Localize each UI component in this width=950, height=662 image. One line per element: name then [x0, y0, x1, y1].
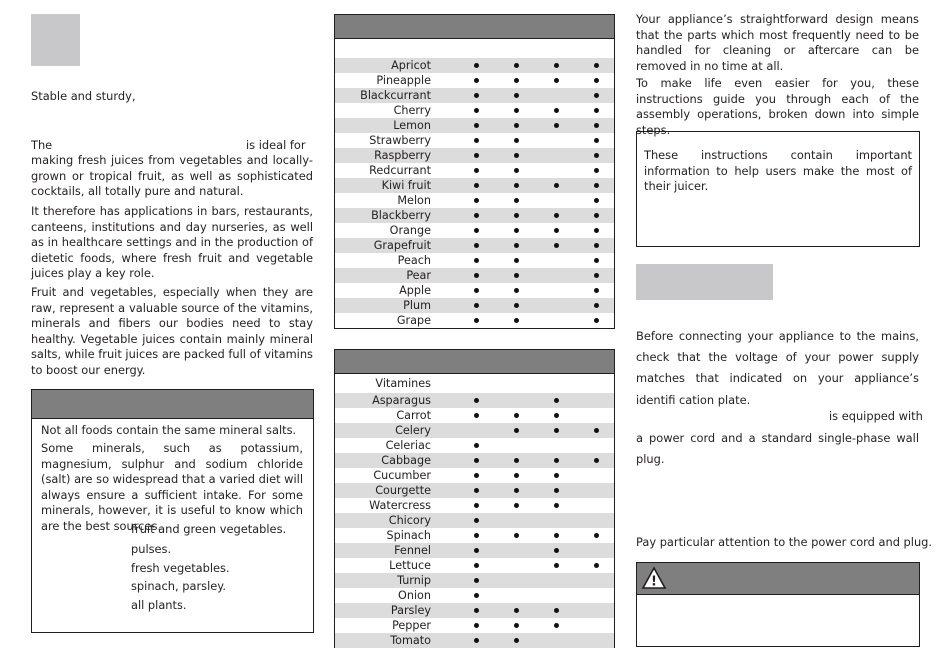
fruit-mark — [594, 63, 599, 68]
fruit-row — [335, 268, 614, 283]
fruit-name: Orange — [389, 224, 431, 237]
vegetable-row — [335, 393, 614, 408]
vegetable-mark — [514, 533, 519, 538]
fruit-mark — [594, 93, 599, 98]
fruit-mark — [474, 258, 479, 263]
fruit-row — [335, 193, 614, 208]
vegetable-row — [335, 573, 614, 588]
equipped-start: is equipped with — [829, 409, 923, 423]
vegetable-mark — [514, 638, 519, 643]
vegetable-mark — [514, 608, 519, 613]
fruit-mark — [474, 153, 479, 158]
fruit-mark — [594, 123, 599, 128]
fruit-name: Blackberry — [371, 209, 431, 222]
image-placeholder — [31, 14, 80, 66]
fruit-row — [335, 253, 614, 268]
vegetable-mark — [554, 458, 559, 463]
vegetable-row — [335, 408, 614, 423]
vegetable-mark — [554, 413, 559, 418]
vegetable-row — [335, 438, 614, 453]
vegetable-mark — [554, 398, 559, 403]
fruit-mark — [514, 288, 519, 293]
vegetable-mark — [474, 638, 479, 643]
warning-box — [636, 562, 920, 647]
fruit-row — [335, 73, 614, 88]
fruit-mark — [554, 228, 559, 233]
fruit-row — [335, 208, 614, 223]
vegetable-mark — [474, 473, 479, 478]
fruit-mark — [554, 123, 559, 128]
vegetable-mark — [554, 533, 559, 538]
fruit-mark — [514, 303, 519, 308]
vegetable-row — [335, 498, 614, 513]
fruit-row — [335, 238, 614, 253]
fruit-name: Melon — [397, 194, 431, 207]
vegetable-mark — [474, 548, 479, 553]
vegetable-name: Parsley — [390, 604, 431, 617]
fruit-mark — [474, 108, 479, 113]
fruit-mark — [594, 183, 599, 188]
fruit-mark — [474, 198, 479, 203]
vegetable-mark — [474, 398, 479, 403]
p1-start: The — [31, 138, 53, 152]
fruit-row — [335, 118, 614, 133]
vegetable-mark — [554, 473, 559, 478]
fruit-mark — [554, 78, 559, 83]
fruit-name: Plum — [403, 299, 431, 312]
fruit-mark — [474, 243, 479, 248]
fruit-mark — [474, 138, 479, 143]
fruit-name: Kiwi fruit — [381, 179, 431, 192]
vegetable-mark — [474, 458, 479, 463]
fruit-row — [335, 298, 614, 313]
vegetable-row — [335, 558, 614, 573]
vegetable-mark — [474, 578, 479, 583]
fruit-mark — [594, 213, 599, 218]
warning-header — [637, 563, 919, 595]
fruit-mark — [514, 198, 519, 203]
vegetable-mark — [514, 413, 519, 418]
attention-text: Pay particular attention to the power cord and plug. — [636, 535, 933, 549]
fruit-mark — [514, 63, 519, 68]
vegetable-mark — [594, 563, 599, 568]
fruit-mark — [474, 183, 479, 188]
fruit-name: Grape — [396, 314, 431, 327]
vegetable-row — [335, 468, 614, 483]
fruit-mark — [474, 318, 479, 323]
vegetable-name: Pepper — [392, 619, 431, 632]
vegetable-mark — [554, 503, 559, 508]
vegetable-mark — [474, 503, 479, 508]
vegetable-mark — [594, 458, 599, 463]
vegetable-name: Lettuce — [389, 559, 431, 572]
fruit-row — [335, 133, 614, 148]
fruit-mark — [474, 63, 479, 68]
fruit-mark — [554, 213, 559, 218]
fruit-mark — [514, 183, 519, 188]
vitamines-label: Vitamines — [375, 377, 431, 390]
fruit-mark — [514, 123, 519, 128]
vegetable-row — [335, 618, 614, 633]
paragraph-2: It therefore has applications in bars, restaurants, canteens, institutions and day nurseries, as well as in healthcare settings and in the production of dietetic foods, where fresh fruit and vegetable juices play a key role. — [31, 204, 313, 281]
vegetable-mark — [474, 563, 479, 568]
fruit-mark — [514, 108, 519, 113]
fruit-mark — [594, 258, 599, 263]
fruit-row — [335, 223, 614, 238]
fruit-name: Strawberry — [369, 134, 431, 147]
fruit-table-header — [335, 15, 614, 39]
vegetable-name: Courgette — [375, 484, 431, 497]
fruit-mark — [514, 93, 519, 98]
paragraph-3: Fruit and vegetables, especially when they are raw, represent a valuable source of the vitamins, minerals and fibers our bodies need to stay healthy. Vegetable juices contain mainly mineral salts, while fruit juices are packed full of vitamins to boost our energy. — [31, 285, 313, 377]
fruit-mark — [514, 78, 519, 83]
fruit-mark — [474, 168, 479, 173]
mineral-source-1: fruit and green vegetables. — [131, 522, 287, 536]
fruit-mark — [514, 243, 519, 248]
mineral-source-3: fresh vegetables. — [131, 561, 230, 575]
mineral-paragraph: Some minerals, such as potassium, magnesium, sulphur and sodium chloride (salt) are so widespread that a varied diet will always ensure a sufficient intake. For some minerals, however, it is useful to know which are the best sources. — [41, 441, 303, 533]
fruit-row — [335, 148, 614, 163]
vegetable-name: Chicory — [388, 514, 431, 527]
fruit-name: Raspberry — [374, 149, 431, 162]
fruit-row — [335, 88, 614, 103]
vegetable-mark — [514, 503, 519, 508]
vegetable-row — [335, 603, 614, 618]
fruit-mark — [474, 123, 479, 128]
fruit-mark — [594, 198, 599, 203]
fruit-mark — [594, 138, 599, 143]
vegetable-mark — [594, 428, 599, 433]
fruit-mark — [594, 153, 599, 158]
fruit-mark — [554, 183, 559, 188]
fruit-name: Grapefruit — [373, 239, 431, 252]
fruit-name: Lemon — [393, 119, 431, 132]
fruit-mark — [474, 273, 479, 278]
vegetable-mark — [594, 533, 599, 538]
fruit-mark — [514, 258, 519, 263]
fruit-mark — [474, 78, 479, 83]
vegetable-name: Asparagus — [372, 394, 431, 407]
fruit-table — [334, 14, 615, 329]
fruit-mark — [514, 168, 519, 173]
fruit-mark — [514, 318, 519, 323]
fruit-mark — [474, 303, 479, 308]
vegetable-name: Turnip — [397, 574, 431, 587]
fruit-mark — [514, 213, 519, 218]
fruit-row — [335, 163, 614, 178]
vegetable-name: Cabbage — [381, 454, 431, 467]
fruit-mark — [474, 213, 479, 218]
vegetable-name: Cucumber — [373, 469, 431, 482]
fruit-mark — [554, 108, 559, 113]
vegetable-name: Celeriac — [385, 439, 431, 452]
vegetable-row — [335, 513, 614, 528]
vegetable-mark — [474, 533, 479, 538]
fruit-mark — [594, 108, 599, 113]
fruit-mark — [594, 228, 599, 233]
warning-symbol: ! — [651, 574, 657, 590]
vegetable-mark — [514, 623, 519, 628]
section-heading-placeholder — [636, 264, 773, 300]
mineral-source-5: all plants. — [131, 598, 187, 612]
vegetable-mark — [514, 428, 519, 433]
vegetable-row — [335, 528, 614, 543]
fruit-row — [335, 178, 614, 193]
vegetable-mark — [474, 443, 479, 448]
vegetable-mark — [474, 413, 479, 418]
vegetable-mark — [554, 623, 559, 628]
paragraph-1: making fresh juices from vegetables and locally-grown or tropical fruit, as well as sophisticated cocktails, all totally pure and natural. — [31, 153, 313, 199]
p1-mid: is ideal for — [246, 138, 306, 152]
fruit-mark — [554, 243, 559, 248]
fruit-name: Redcurrant — [369, 164, 431, 177]
vegetable-mark — [474, 623, 479, 628]
vegetable-name: Onion — [398, 589, 431, 602]
fruit-mark — [594, 78, 599, 83]
fruit-mark — [514, 153, 519, 158]
equipped-paragraph: a power cord and a standard single-phase wall plug. — [636, 431, 919, 467]
fruit-row — [335, 103, 614, 118]
vegetable-table-header — [335, 350, 614, 374]
fruit-mark — [474, 288, 479, 293]
right-paragraph-2: To make life even easier for you, these instructions guide you through each of the assembly operations, broken down into simple steps. — [636, 76, 919, 137]
vegetable-mark — [514, 458, 519, 463]
fruit-mark — [594, 243, 599, 248]
vegetable-mark — [474, 488, 479, 493]
mineral-box-header — [32, 390, 313, 419]
vegetable-mark — [554, 428, 559, 433]
vegetable-name: Tomato — [390, 634, 431, 647]
vegetable-table — [334, 349, 615, 648]
vegetable-name: Fennel — [394, 544, 431, 557]
fruit-mark — [594, 318, 599, 323]
fruit-name: Pear — [406, 269, 431, 282]
vegetable-mark — [514, 488, 519, 493]
vegetable-row — [335, 453, 614, 468]
warning-triangle-icon — [641, 566, 667, 590]
fruit-row — [335, 313, 614, 328]
fruit-mark — [554, 63, 559, 68]
fruit-name: Apple — [399, 284, 431, 297]
fruit-mark — [594, 303, 599, 308]
fruit-name: Blackcurrant — [360, 89, 431, 102]
fruit-mark — [474, 228, 479, 233]
vegetable-mark — [474, 593, 479, 598]
vegetable-row — [335, 588, 614, 603]
fruit-row — [335, 58, 614, 73]
fruit-mark — [594, 168, 599, 173]
vegetable-mark — [474, 518, 479, 523]
vegetable-row — [335, 483, 614, 498]
fruit-row — [335, 283, 614, 298]
fruit-mark — [514, 273, 519, 278]
fruit-mark — [594, 273, 599, 278]
voltage-paragraph: Before connecting your appliance to the mains, check that the voltage of your power supply matches that indicated on your appliance’s identifi cation plate. — [636, 329, 919, 407]
fruit-name: Peach — [397, 254, 431, 267]
fruit-mark — [514, 138, 519, 143]
vegetable-name: Carrot — [396, 409, 431, 422]
fruit-name: Pineapple — [376, 74, 431, 87]
fruit-name: Cherry — [393, 104, 431, 117]
fruit-name: Apricot — [391, 59, 431, 72]
vegetable-mark — [554, 608, 559, 613]
vegetable-row — [335, 543, 614, 558]
vegetable-mark — [474, 608, 479, 613]
vegetable-row — [335, 633, 614, 648]
mineral-source-2: pulses. — [131, 542, 172, 556]
mineral-line-1: Not all foods contain the same mineral salts. — [41, 423, 297, 437]
right-paragraph-1: Your appliance’s straightforward design means that the parts which most frequently need to be handled for cleaning or aftercare can be removed in no time at all. — [636, 12, 919, 73]
vegetable-mark — [554, 488, 559, 493]
fruit-mark — [474, 93, 479, 98]
fruit-mark — [594, 288, 599, 293]
vegetable-name: Watercress — [369, 499, 431, 512]
fruit-mark — [514, 228, 519, 233]
vegetable-name: Spinach — [386, 529, 431, 542]
mineral-source-4: spinach, parsley. — [131, 579, 226, 593]
intro-text: Stable and sturdy, — [31, 89, 136, 103]
vegetable-row — [335, 423, 614, 438]
vegetable-mark — [554, 548, 559, 553]
info-box-text: These instructions contain important information to help users make the most of their juicer. — [644, 148, 912, 194]
vegetable-name: Celery — [395, 424, 431, 437]
vegetable-mark — [554, 563, 559, 568]
vegetable-mark — [514, 473, 519, 478]
